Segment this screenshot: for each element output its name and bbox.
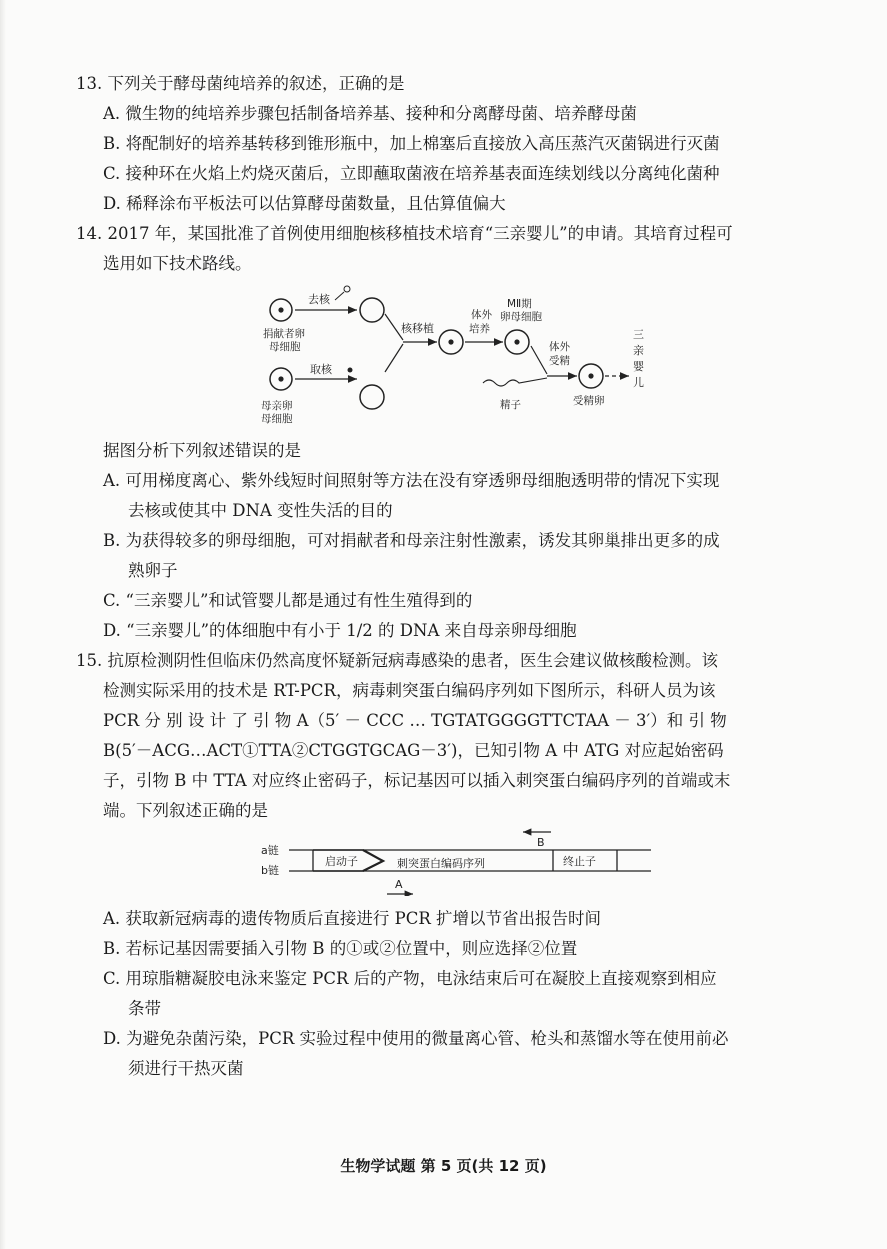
sperm-icon (483, 378, 547, 386)
enucleated-egg (360, 298, 384, 322)
primer-b-label: B (537, 836, 545, 849)
q14-stem-line1: 14. 2017 年，某国批准了首例使用细胞核移植技术培育“三亲婴儿”的申请。其培育过程可 (76, 224, 733, 243)
culture-label-2: 培养 (469, 323, 490, 335)
donor-label-2: 母细胞 (269, 341, 301, 353)
q15-stem-line4: B(5′－ACG…ACT①TTA②CTGGTGCAG－3′)，已知引物 A 中 ATG 对应起始密码 (103, 741, 724, 760)
sperm-label: 精子 (500, 399, 521, 411)
q15-option-b: B. 若标记基因需要插入引物 B 的①或②位置中，则应选择②位置 (103, 939, 578, 958)
q15-option-d-line1: D. 为避免杂菌污染，PCR 实验过程中使用的微量离心管、枪头和蒸馏水等在使用前必 (103, 1029, 729, 1048)
q15-stem-line1: 15. 抗原检测阴性但临床仍然高度怀疑新冠病毒感染的患者，医生会建议做核酸检测。该 (76, 651, 718, 670)
zygote (579, 364, 603, 388)
baby-label-4: 儿 (633, 376, 644, 389)
q14-option-b-line2: 熟卵子 (128, 561, 178, 580)
terminator-label: 终止子 (563, 855, 596, 868)
promoter-label: 启动子 (325, 855, 358, 868)
mother-label-1: 母亲卵 (261, 400, 293, 412)
zygote-label: 受精卵 (573, 395, 605, 407)
q15-option-c-line2: 条带 (128, 999, 161, 1018)
mother-egg-cell (270, 368, 292, 390)
q14-option-c: C. “三亲婴儿”和试管婴儿都是通过有性生殖得到的 (103, 591, 473, 610)
mii-label-1: MⅡ期 (507, 298, 532, 310)
q15-option-a: A. 获取新冠病毒的遗传物质后直接进行 PCR 扩增以节省出报告时间 (103, 909, 602, 928)
q15-stem-line3: PCR 分 别 设 计 了 引 物 A（5′ － CCC … TGTATGGGGTTCTAA － 3′）和 引 物 (103, 711, 727, 730)
mother-label-2: 母细胞 (261, 413, 293, 425)
q15-stem-line2: 检测实际采用的技术是 RT-PCR，病毒刺突蛋白编码序列如下图所示，科研人员为该 (103, 681, 716, 700)
page-footer: 生物学试题 第 5 页(共 12 页) (340, 1157, 547, 1175)
empty-cell-mother (360, 385, 384, 409)
q15-stem-line6: 端。下列叙述正确的是 (103, 801, 268, 820)
mii-label-2: 卵母细胞 (500, 311, 542, 323)
extract-nucleus-label: 取核 (310, 363, 332, 376)
q14-option-a-line1: A. 可用梯度离心、紫外线短时间照射等方法在没有穿透卵母细胞透明带的情况下实现 (103, 471, 720, 490)
primer-a-label: A (395, 878, 403, 891)
a-chain-label: a链 (261, 844, 279, 857)
q13-stem: 13. 下列关于酵母菌纯培养的叙述，正确的是 (76, 74, 405, 93)
scan-edge (0, 0, 6, 1249)
donor-label-1: 捐献者卵 (263, 328, 305, 340)
transplant-label: 核移植 (401, 322, 434, 335)
q15-gene-diagram (255, 828, 655, 896)
baby-label-2: 亲 (633, 344, 644, 357)
q14-diagram (255, 282, 645, 432)
coding-sequence-label: 刺突蛋白编码序列 (397, 857, 485, 870)
donor-egg-cell (270, 299, 292, 321)
mii-oocyte (505, 330, 529, 354)
q14-stem-line2: 选用如下技术路线。 (103, 254, 252, 273)
q14-option-b-line1: B. 为获得较多的卵母细胞，可对捐献者和母亲注射性激素，诱发其卵巢排出更多的成 (103, 531, 720, 550)
q15-option-c-line1: C. 用琼脂糖凝胶电泳来鉴定 PCR 后的产物，电泳结束后可在凝胶上直接观察到相应 (103, 969, 717, 988)
q15-option-d-line2: 须进行干热灭菌 (128, 1059, 244, 1078)
enucleate-label: 去核 (308, 293, 330, 306)
fert-label-1: 体外 (549, 341, 570, 353)
fert-label-2: 受精 (549, 355, 570, 367)
b-chain-label: b链 (261, 864, 279, 877)
q14-option-d: D. “三亲婴儿”的体细胞中有小于 1/2 的 DNA 来自母亲卵母细胞 (103, 621, 577, 640)
q15-stem-line5: 子，引物 B 中 TTA 对应终止密码子，标记基因可以插入刺突蛋白编码序列的首端或末 (103, 771, 731, 790)
extracted-nucleus (348, 368, 353, 373)
culture-label-1: 体外 (471, 309, 492, 321)
nucleus-removal-line (335, 292, 344, 300)
q13-option-c: C. 接种环在火焰上灼烧灭菌后，立即蘸取菌液在培养基表面连续划线以分离纯化菌种 (103, 164, 720, 183)
reconstructed-egg (439, 330, 463, 354)
baby-label-1: 三 (633, 328, 644, 341)
q13-option-d: D. 稀释涂布平板法可以估算酵母菌数量，且估算值偏大 (103, 194, 506, 213)
fert-line-top (531, 346, 547, 374)
merge-line-bottom (385, 344, 403, 372)
baby-label-3: 婴 (633, 360, 644, 373)
q14-option-a-line2: 去核或使其中 DNA 变性失活的目的 (128, 501, 393, 520)
q14-lead: 据图分析下列叙述错误的是 (103, 441, 301, 460)
q13-option-a: A. 微生物的纯培养步骤包括制备培养基、接种和分离酵母菌、培养酵母菌 (103, 104, 637, 123)
q13-option-b: B. 将配制好的培养基转移到锥形瓶中，加上棉塞后直接放入高压蒸汽灭菌锅进行灭菌 (103, 134, 720, 153)
removed-nucleus (344, 286, 350, 292)
